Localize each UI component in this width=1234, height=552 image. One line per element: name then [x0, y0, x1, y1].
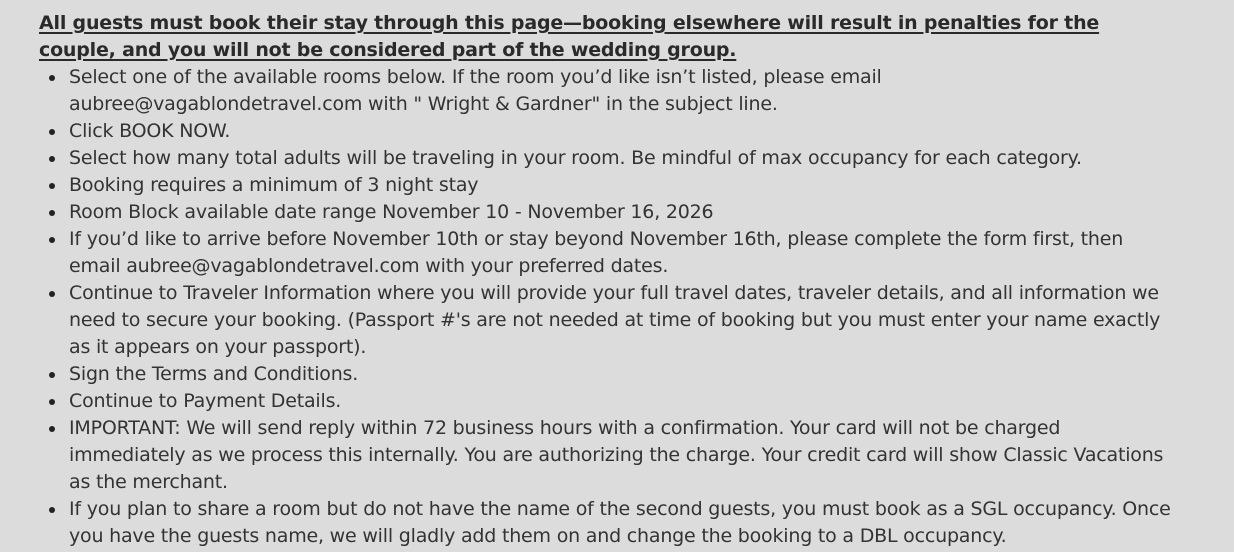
booking-notice-heading: All guests must book their stay through this page—booking elsewhere will result in penalties for the couple, and you will not be considered part of the wedding group. — [39, 12, 1100, 61]
list-item: If you plan to share a room but do not have the name of the second guests, you must book as a SGL occupancy. Once you have the guests name, we will gladly add them on and change the booking to a DBL occupancy. — [69, 496, 1179, 550]
list-item: Click BOOK NOW. — [69, 118, 1179, 145]
list-item: Booking requires a minimum of 3 night stay — [69, 172, 1179, 199]
list-item: Continue to Traveler Information where you will provide your full travel dates, traveler details, and all information we need to secure your booking. (Passport #'s are not needed at time of booking but you must enter your name exactly as it appears on your passport). — [69, 280, 1179, 361]
list-item: IMPORTANT: We will send reply within 72 business hours with a confirmation. Your card will not be charged immediately as we process this internally. You are authorizing the charge. Your credit card will show Classic Vacations as the merchant. — [69, 415, 1179, 496]
list-item: Room Block available date range November 10 - November 16, 2026 — [69, 199, 1179, 226]
booking-instructions — [39, 10, 1179, 550]
list-item: Select one of the available rooms below. If the room you’d like isn’t listed, please email aubree@vagablondetravel.com with " Wright & Gardner" in the subject line. — [69, 64, 1179, 118]
list-item: Continue to Payment Details. — [69, 388, 1179, 415]
list-item: Select how many total adults will be traveling in your room. Be mindful of max occupancy for each category. — [69, 145, 1179, 172]
list-item: If you’d like to arrive before November 10th or stay beyond November 16th, please complete the form first, then email aubree@vagablondetravel.com with your preferred dates. — [69, 226, 1179, 280]
booking-steps-list — [39, 64, 1179, 550]
list-item: Sign the Terms and Conditions. — [69, 361, 1179, 388]
